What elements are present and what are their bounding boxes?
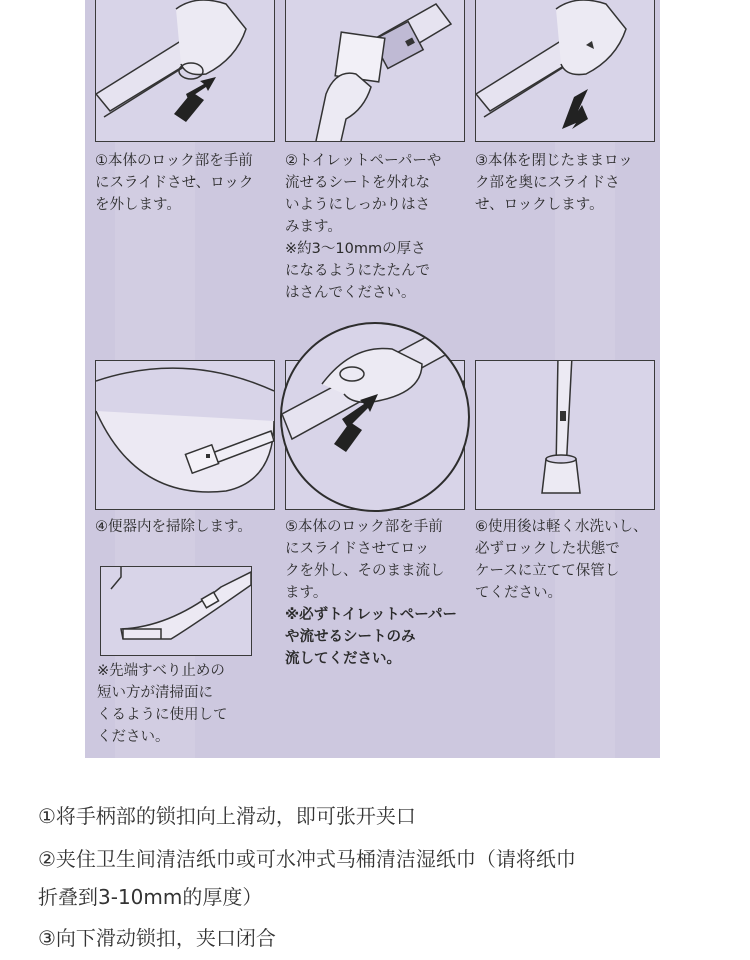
step-5-text: ⑤本体のロック部を手前 にスライドさせてロッ クを外し、そのまま流し ます。 — [285, 519, 445, 601]
step-4-note: ※先端すべり止めの 短い方が清掃面に くるように使用して ください。 — [97, 663, 228, 745]
illustration-step-6 — [475, 360, 655, 510]
caption-line-2: ②夹住卫生间清洁纸巾或可水冲式马桶清洁湿纸巾（请将纸巾 — [38, 847, 576, 871]
zoom-detail-circle — [280, 322, 470, 512]
illustration-step-1 — [95, 0, 275, 142]
illustration-step-4 — [95, 360, 275, 510]
instruction-card — [85, 0, 660, 758]
step-2-text: ②トイレットペーパーや 流せるシートを外れな いようにしっかりはさ みます。 ※約3～10mmの厚さ になるようにたたんで はさんでください。 — [285, 153, 442, 301]
illustration-tip-detail — [100, 566, 252, 656]
caption-line-1: ①将手柄部的锁扣向上滑动，即可张开夹口 — [38, 804, 416, 828]
caption-line-3: 折叠到3-10mm的厚度） — [38, 885, 263, 909]
illustration-step-2 — [285, 0, 465, 142]
step-3-text: ③本体を閉じたままロッ ク部を奥にスライドさ せ、ロックします。 — [475, 153, 633, 213]
step-6-text: ⑥使用後は軽く水洗いし、 必ずロックした状態で ケースに立てて保管し てください。 — [475, 519, 648, 601]
caption-line-4: ③向下滑动锁扣，夹口闭合 — [38, 926, 276, 950]
step-1-text: ①本体のロック部を手前 にスライドさせ、ロック を外します。 — [95, 153, 254, 213]
illustration-step-3 — [475, 0, 655, 142]
step-5-note: ※必ずトイレットペーパー や流せるシートのみ 流してください。 — [285, 607, 458, 667]
step-4-text: ④便器内を掃除します。 — [95, 519, 252, 535]
